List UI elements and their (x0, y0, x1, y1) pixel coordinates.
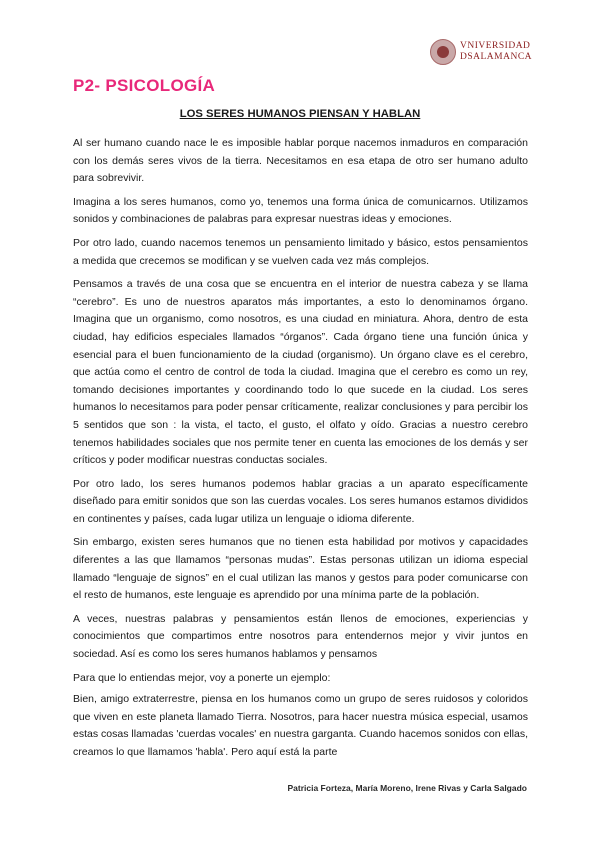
university-logo (430, 38, 533, 66)
document-body (73, 135, 528, 768)
paragraph: Para que lo entiendas mejor, voy a ponerte un ejemplo: (73, 671, 331, 684)
footer-authors: Patricia Forteza, María Moreno, Irene Rivas y Carla Salgado (287, 783, 527, 793)
page-title: P2- PSICOLOGÍA (73, 76, 216, 95)
paragraph: Por otro lado, los seres humanos podemos hablar gracias a un aparato específicamente diseñado para emitir sonidos que son las cuerdas vocales. Los seres humanos estamos divididos en continentes y países, cada lugar utiliza un lenguaje o idioma diferente. (73, 477, 528, 525)
paragraph: Pensamos a través de una cosa que se encuentra en el interior de nuestra cabeza y se llama “cerebro”. Es uno de nuestros aparatos más importantes, a esto lo denominamos órgano. Imagina que un organismo, como nosotros, es una ciudad en miniatura. Ahora, dentro de esta ciudad, hay edificios especiales llamados “órganos”. Cada órgano tiene una función única y esencial para el buen funcionamiento de la ciudad (organismo). Un órgano clave es el cerebro, que actúa como el centro de control de toda la ciudad. Imagina que el cerebro es como un rey, tomando decisiones importantes y coordinando todo lo que sucede en la ciudad. Los seres humanos lo necesitamos para poder pensar críticamente, realizar conclusiones y para percibir los 5 sentidos que son : la vista, el tacto, el gusto, el olfato y oído. Gracias a nuestro cerebro tenemos habilidades sociales que nos permite tener en cuenta las emociones de los demás y ser críticos y poder modificar nuestras conductas sociales. (73, 278, 528, 467)
university-seal-icon (430, 39, 456, 65)
paragraph: Sin embargo, existen seres humanos que no tienen esta habilidad por motivos y capacidades diferentes a las que llamamos “personas mudas”. Estas personas utilizan un idioma especial llamado “lenguaje de signos” en el cual utilizan las manos y gestos para poder comunicarse con el resto de humanos, este lenguaje es aprendido por una mínima parte de la población. (73, 536, 528, 602)
paragraph: Imagina a los seres humanos, como yo, tenemos una forma única de comunicarnos. Utilizamos sonidos y combinaciones de palabras para expresar nuestras ideas y emociones. (73, 195, 528, 226)
paragraph: Bien, amigo extraterrestre, piensa en los humanos como un grupo de seres ruidosos y coloridos que viven en este planeta llamado Tierra. Nosotros, para hacer nuestra música especial, usamos estas cosas llamadas 'cuerdas vocales' en nuestra garganta. Cuando hacemos sonidos con ellas, creamos lo que llamamos 'habla'. Pero aquí está la parte (73, 693, 528, 758)
paragraph: A veces, nuestras palabras y pensamientos están llenos de emociones, experiencias y conocimientos que compartimos entre nosotros para entendernos mejor y vivir juntos en sociedad. Así es como los seres humanos hablamos y pensamos (73, 612, 528, 661)
document-subtitle: LOS SERES HUMANOS PIENSAN Y HABLAN (179, 108, 421, 120)
paragraph: Al ser humano cuando nace le es imposible hablar porque nacemos inmaduros en comparación con los demás seres vivos de la tierra. Necesitamos en esa etapa de otro ser humano adulto para sobrevivir. (73, 137, 528, 185)
logo-text-line1: VNIVERSIDAD (460, 41, 531, 51)
logo-text-line2: DSALAMANCA (460, 52, 533, 62)
paragraph: Por otro lado, cuando nacemos tenemos un pensamiento limitado y básico, estos pensamientos a medida que crecemos se modifican y se vuelven cada vez más complejos. (73, 236, 528, 267)
